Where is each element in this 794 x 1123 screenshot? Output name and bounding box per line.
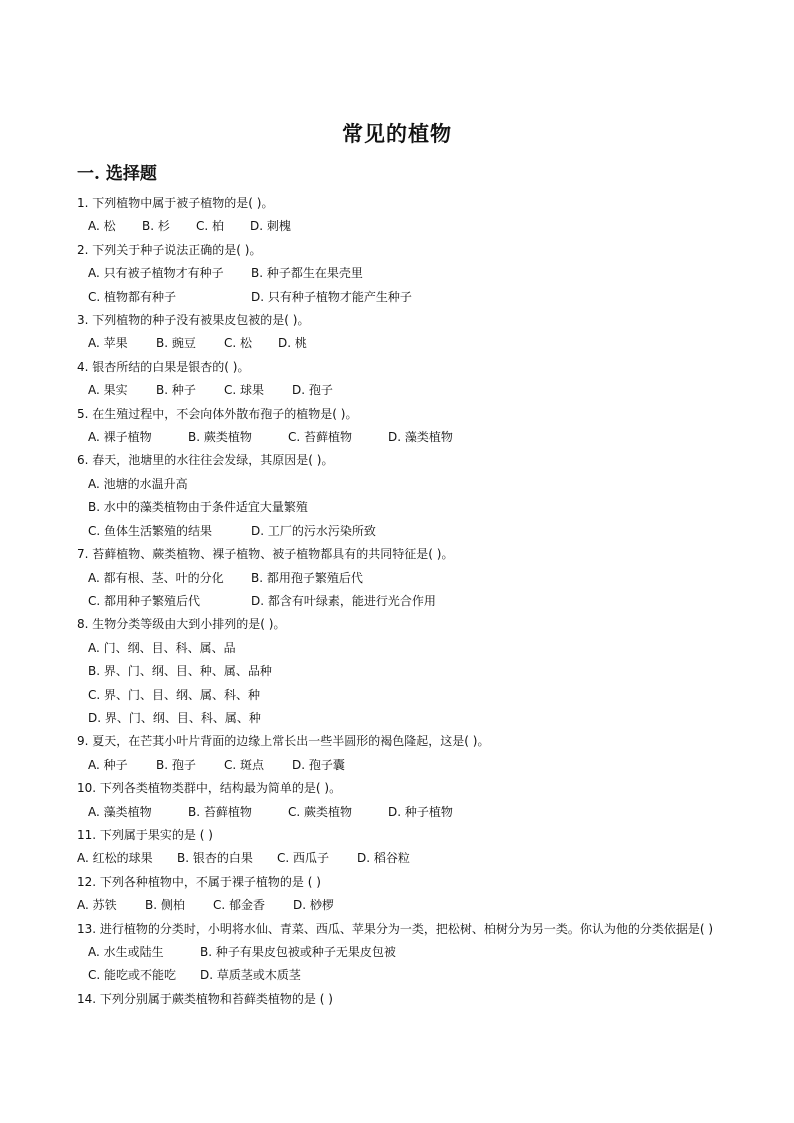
option-c: C. 植物都有种子: [88, 289, 177, 304]
option-b: B. 界、门、纲、目、种、属、品种: [88, 664, 272, 679]
options-row: [77, 379, 727, 402]
option-c: C. 柏: [196, 219, 225, 234]
option-c: C. 西瓜子: [277, 851, 330, 866]
option-d: D. 只有种子植物才能产生种子: [251, 289, 412, 304]
options-row: [77, 754, 727, 777]
option-d: D. 工厂的污水污染所致: [251, 523, 376, 538]
option-b: B. 种子都生在果壳里: [251, 266, 363, 281]
question-stem: 9. 夏天，在芒萁小叶片背面的边缘上常长出一些半圆形的褐色隆起，这是( )。: [77, 734, 490, 749]
option-a: A. 苏铁: [77, 898, 117, 913]
option-c: C. 能吃或不能吃: [88, 968, 177, 983]
question-stem: 10. 下列各类植物类群中，结构最为简单的是( )。: [77, 781, 342, 796]
options-row: [77, 684, 727, 707]
option-d: D. 桃: [278, 336, 307, 351]
option-a: A. 果实: [88, 383, 128, 398]
option-d: D. 种子植物: [388, 804, 453, 819]
options-row: [77, 941, 727, 964]
option-b: B. 杉: [142, 219, 170, 234]
option-d: D. 刺槐: [250, 219, 291, 234]
option-a: A. 都有根、茎、叶的分化: [88, 570, 224, 585]
options-row: [77, 520, 727, 543]
option-c: C. 蕨类植物: [288, 804, 353, 819]
question-stem: 7. 苔藓植物、蕨类植物、裸子植物、被子植物都具有的共同特征是( )。: [77, 547, 454, 562]
question-stem: 5. 在生殖过程中，不会向体外散布孢子的植物是( )。: [77, 406, 358, 421]
option-c: C. 斑点: [224, 757, 265, 772]
option-a: A. 红松的球果: [77, 851, 153, 866]
options-row: [77, 426, 727, 449]
options-row: [77, 707, 727, 730]
question-stem: 3. 下列植物的种子没有被果皮包被的是( )。: [77, 313, 310, 328]
section-heading: 一. 选择题: [77, 164, 157, 184]
options-row: [77, 894, 727, 917]
option-d: D. 界、门、纲、目、科、属、种: [88, 710, 261, 725]
option-a: A. 只有被子植物才有种子: [88, 266, 224, 281]
option-c: C. 松: [224, 336, 253, 351]
question-stem: 4. 银杏所结的白果是银杏的( )。: [77, 359, 250, 374]
option-c: C. 界、门、目、纲、属、科、种: [88, 687, 261, 702]
option-b: B. 蕨类植物: [188, 430, 252, 445]
option-a: A. 池塘的水温升高: [88, 476, 188, 491]
options-row: [77, 567, 727, 590]
question-stem: 1. 下列植物中属于被子植物的是( )。: [77, 196, 274, 210]
option-b: B. 侧柏: [145, 898, 185, 913]
option-d: D. 藻类植物: [388, 430, 453, 445]
option-c: C. 苔藓植物: [288, 430, 353, 445]
option-a: A. 藻类植物: [88, 804, 152, 819]
question-stem: 11. 下列属于果实的是 ( ): [77, 827, 213, 842]
option-b: B. 豌豆: [156, 336, 196, 351]
option-b: B. 种子有果皮包被或种子无果皮包被: [200, 945, 396, 959]
option-d: D. 都含有叶绿素，能进行光合作用: [251, 593, 436, 608]
option-a: A. 门、纲、目、科、属、品: [88, 640, 236, 655]
option-b: B. 水中的藻类植物由于条件适宜大量繁殖: [88, 500, 308, 515]
options-row: [77, 332, 727, 355]
options-row: [77, 847, 727, 870]
option-c: C. 鱼体生活繁殖的结果: [88, 523, 213, 538]
options-row: [77, 286, 727, 309]
option-b: B. 孢子: [156, 757, 196, 772]
options-row: [77, 473, 727, 496]
options-row: [77, 964, 727, 987]
option-d: D. 孢子囊: [292, 757, 345, 772]
question-stem: 12. 下列各种植物中，不属于裸子植物的是 ( ): [77, 874, 321, 889]
option-a: A. 松: [88, 219, 116, 234]
question-stem: 8. 生物分类等级由大到小排列的是( )。: [77, 617, 286, 632]
options-row: [77, 590, 727, 613]
question-stem: 2. 下列关于种子说法正确的是( )。: [77, 242, 262, 257]
option-d: D. 稻谷粒: [357, 851, 410, 866]
option-c: C. 郁金香: [213, 898, 266, 913]
question-stem: 14. 下列分别属于蕨类植物和苔藓类植物的是 ( ): [77, 991, 333, 1006]
question-stem: 13. 进行植物的分类时，小明将水仙、青菜、西瓜、苹果分为一类，把松树、柏树分为另一类。你认为他的分类依据是( ): [77, 921, 714, 936]
option-b: B. 种子: [156, 383, 196, 398]
options-row: [77, 215, 727, 238]
option-d: D. 孢子: [292, 383, 333, 398]
option-a: A. 水生或陆生: [88, 945, 164, 959]
option-c: C. 球果: [224, 383, 265, 398]
document-title: 常见的植物: [342, 121, 452, 146]
options-row: [77, 637, 727, 660]
option-d: D. 桫椤: [293, 898, 334, 913]
options-row: [77, 801, 727, 824]
options-row: [77, 496, 727, 519]
option-b: B. 苔藓植物: [188, 804, 252, 819]
option-a: A. 种子: [88, 757, 128, 772]
option-b: B. 都用孢子繁殖后代: [251, 570, 363, 585]
question-list: [77, 192, 727, 1011]
option-c: C. 都用种子繁殖后代: [88, 593, 201, 608]
options-row: [77, 660, 727, 683]
option-a: A. 苹果: [88, 336, 128, 351]
option-b: B. 银杏的白果: [177, 851, 253, 866]
question-stem: 6. 春天，池塘里的水往往会发绿，其原因是( )。: [77, 453, 334, 468]
options-row: [77, 262, 727, 285]
option-a: A. 裸子植物: [88, 430, 152, 445]
option-d: D. 草质茎或木质茎: [200, 968, 301, 983]
